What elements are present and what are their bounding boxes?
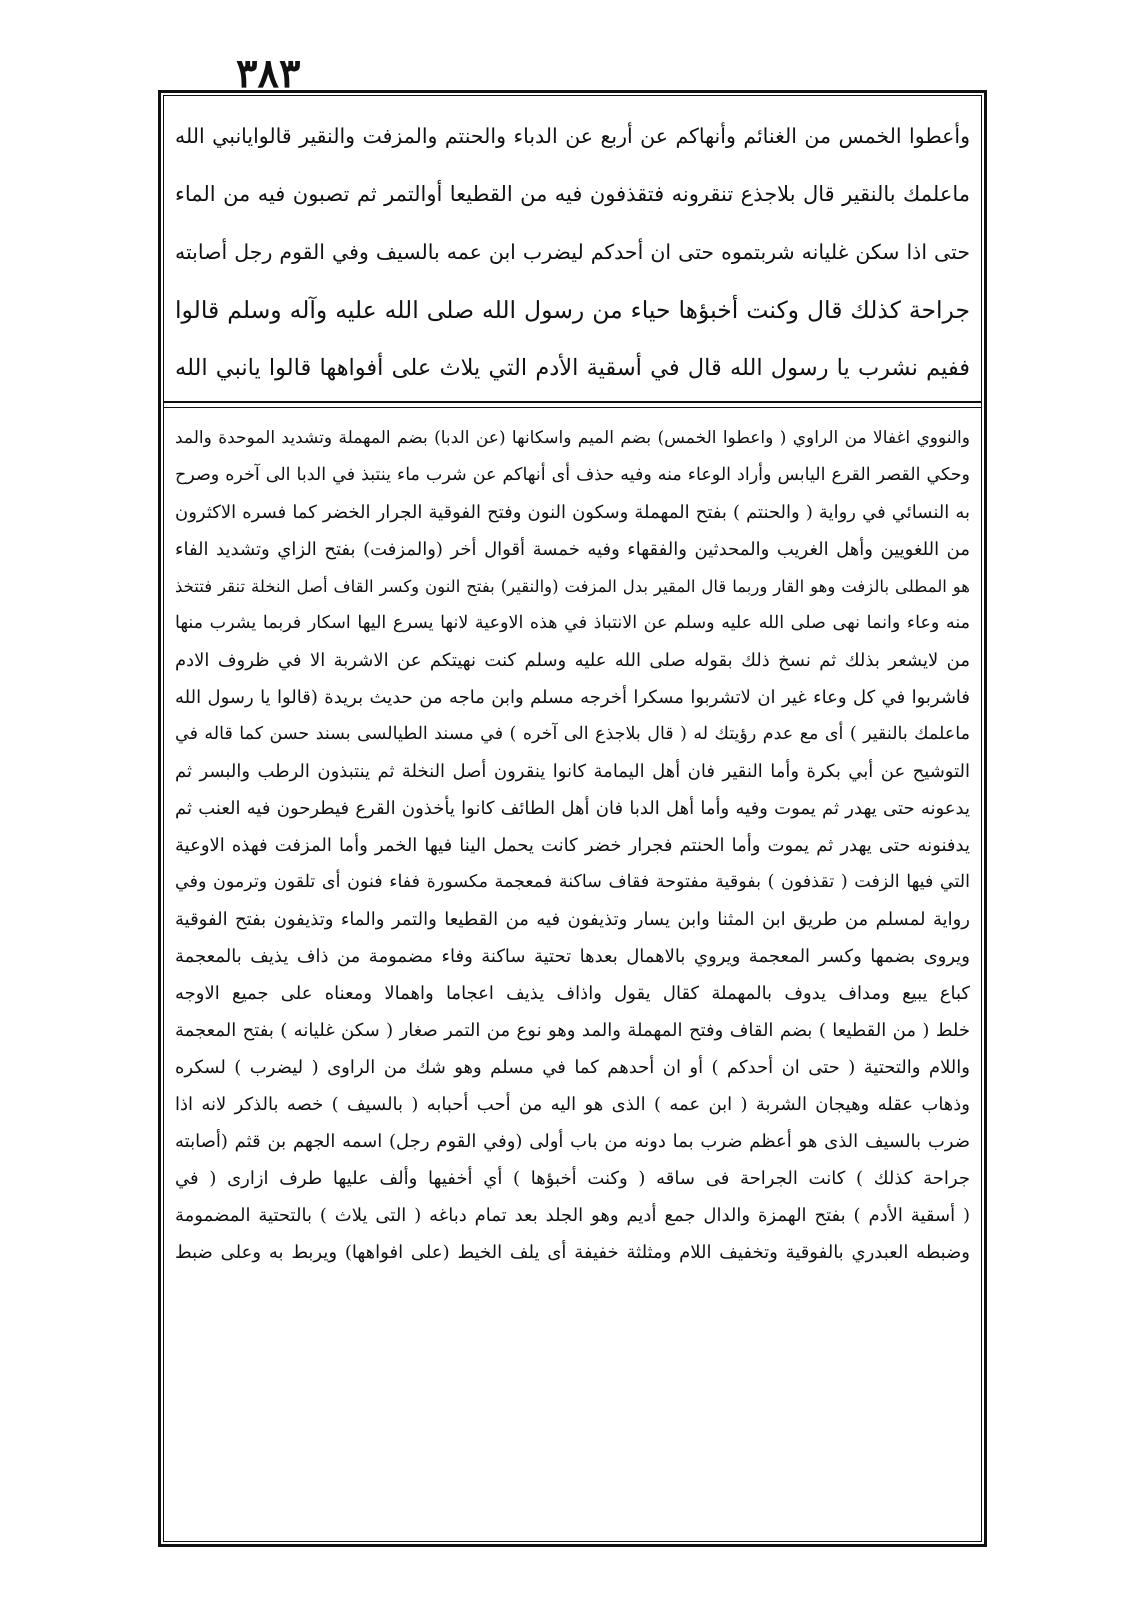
commentary-line: التي فيها الزفت ( تقذفون ) بفوقية مفتوحة فقاف ساكنة فمعجمة مكسورة ففاء فنون أى تلقون وترمون وفي (175, 872, 970, 892)
commentary-line: وضبطه العبدري بالفوقية وتخفيف اللام ومثلثة خفيفة أى يلف الخيط (على افواهها) ويربط به وعلى ضبط (175, 1242, 970, 1263)
commentary-line: يدعونه حتى يهدر ثم يموت وفيه وأما أهل الدبا فان أهل الطائف كانوا يأخذون القرع فيطرحون فيه العنب ثم (175, 798, 970, 819)
commentary-line: منه وعاء وانما نهى صلى الله عليه وسلم عن الانتباذ في هذه الاوعية لانها يسرع اليها اسكار فربما يشرب منها (175, 613, 970, 633)
matn-line: حتى اذا سكن غليانه شربتموه حتى ان أحدكم ليضرب ابن عمه بالسيف وفي القوم رجل أصابته (175, 240, 970, 264)
matn-block (175, 107, 970, 397)
commentary-line: والنووي اغفالا من الراوي ( واعطوا الخمس) بضم الميم واسكانها (عن الدبا) بضم المهملة وتشديد الموحدة والمد (175, 428, 970, 448)
commentary-line: واللام والتحتية ( حتى ان أحدكم ) أو ان أحدهم كما في مسلم وهو شك من الراوى ( ليضرب ) لسكره (175, 1057, 970, 1078)
matn-line: جراحة كذلك قال وكنت أخبؤها حياء من رسول الله صلى الله عليه وآله وسلم قالوا (175, 296, 970, 324)
matn-line: ماعلمك بالنقير قال بلاجذع تنقرونه فتقذفون فيه من القطيعا أوالتمر ثم تصبون فيه من الماء (175, 182, 970, 206)
commentary-line: رواية لمسلم من طريق ابن المثنا وابن يسار وتذيفون فيه من القطيعا والتمر والماء وتذيفون بفتح الفوقية (175, 909, 970, 930)
commentary-line: به النسائي في رواية ( والحنتم ) بفتح المهملة وسكون النون وفتح الفوقية الجرار الخضر كما فسره الاكثرون (175, 502, 970, 523)
commentary-line: التوشيح عن أبي بكرة وأما النقير فان أهل اليمامة كانوا ينقرون أصل النخلة ثم ينتبذون الرطب والبسر ثم (175, 761, 970, 782)
commentary-line: وذهاب عقله وهيجان الشربة ( ابن عمه ) الذى هو اليه من أحب أحبابه ( بالسيف ) خصه بالذكر لانه اذا (175, 1094, 970, 1115)
commentary-line: من لايشعر بذلك ثم نسخ ذلك بقوله صلى الله عليه وسلم كنت نهيتكم عن الاشربة الا في ظروف الادم (175, 650, 970, 671)
commentary-line: ماعلمك بالنقير ) أى مع عدم رؤيتك له ( قال بلاجذع الى آخره ) في مسند الطيالسى بسند حسن كما قاله في (175, 724, 970, 744)
section-divider (163, 401, 982, 403)
commentary-line: من اللغويين وأهل الغريب والمحدثين والفقهاء وفيه خمسة أقوال أخر (والمزفت) بفتح الزاي وتشديد الفاء (175, 539, 970, 560)
commentary-line: كباع يبيع ومداف يدوف بالمهملة كقال يقول واذاف يذيف اعجاما واهمالا ومعناه على جميع الاوجه (175, 983, 970, 1004)
commentary-line: ويروى بضمها وكسر المعجمة ويروي بالاهمال بعدها تحتية ساكنة وفاء مضمومة من ذاف يذيف بالمعجمة (175, 946, 970, 967)
commentary-line: ضرب بالسيف الذى هو أعظم ضرب بما دونه من باب أولى (وفي القوم رجل) اسمه الجهم بن قثم (أصابته (175, 1131, 970, 1152)
commentary-line: جراحة كذلك ) كانت الجراحة فى ساقه ( وكنت أخبؤها ) أي أخفيها وألف عليها طرف ازارى ( في (175, 1168, 970, 1189)
commentary-line: فاشربوا في كل وعاء غير ان لاتشربوا مسكرا أخرجه مسلم وابن ماجه من حديث بريدة (قالوا يا رسول الله (175, 687, 970, 708)
commentary-line: هو المطلى بالزفت وهو القار وربما قال المقير بدل المزفت (والنقير) بفتح النون وكسر القاف أصل النخلة تنقر فتتخذ (175, 577, 970, 596)
matn-line: وأعطوا الخمس من الغنائم وأنهاكم عن أربع عن الدباء والحنتم والمزفت والنقير قالوايانبي الله (175, 124, 970, 148)
section-divider (163, 407, 982, 408)
page-number: ۳۸۳ (236, 50, 301, 97)
commentary-line: وحكي القصر القرع اليابس وأراد الوعاء منه وفيه حذف أى أنهاكم عن شرب ماء ينتبذ في الدبا الى آخره وصرح (175, 465, 970, 485)
commentary-line: ( أسقية الأدم ) بفتح الهمزة والدال جمع أديم وهو الجلد بعد تمام دباغه ( التى يلاث ) بالتحتية المضمومة (175, 1205, 970, 1226)
commentary-line: خلط ( من القطيعا ) بضم القاف وفتح المهملة والمد وهو نوع من التمر صغار ( سكن غليانه ) بفتح المعجمة (175, 1020, 970, 1041)
commentary-line: يدفنونه حتى يهدر ثم يموت وأما الحنتم فجرار خضر كانت يحمل الينا فيها الخمر وأما المزفت فهذه الاوعية (175, 835, 970, 856)
commentary-block (175, 420, 970, 1532)
matn-line: ففيم نشرب يا رسول الله قال في أسقية الأدم التي يلاث على أفواهها قالوا يانبي الله (175, 355, 970, 381)
